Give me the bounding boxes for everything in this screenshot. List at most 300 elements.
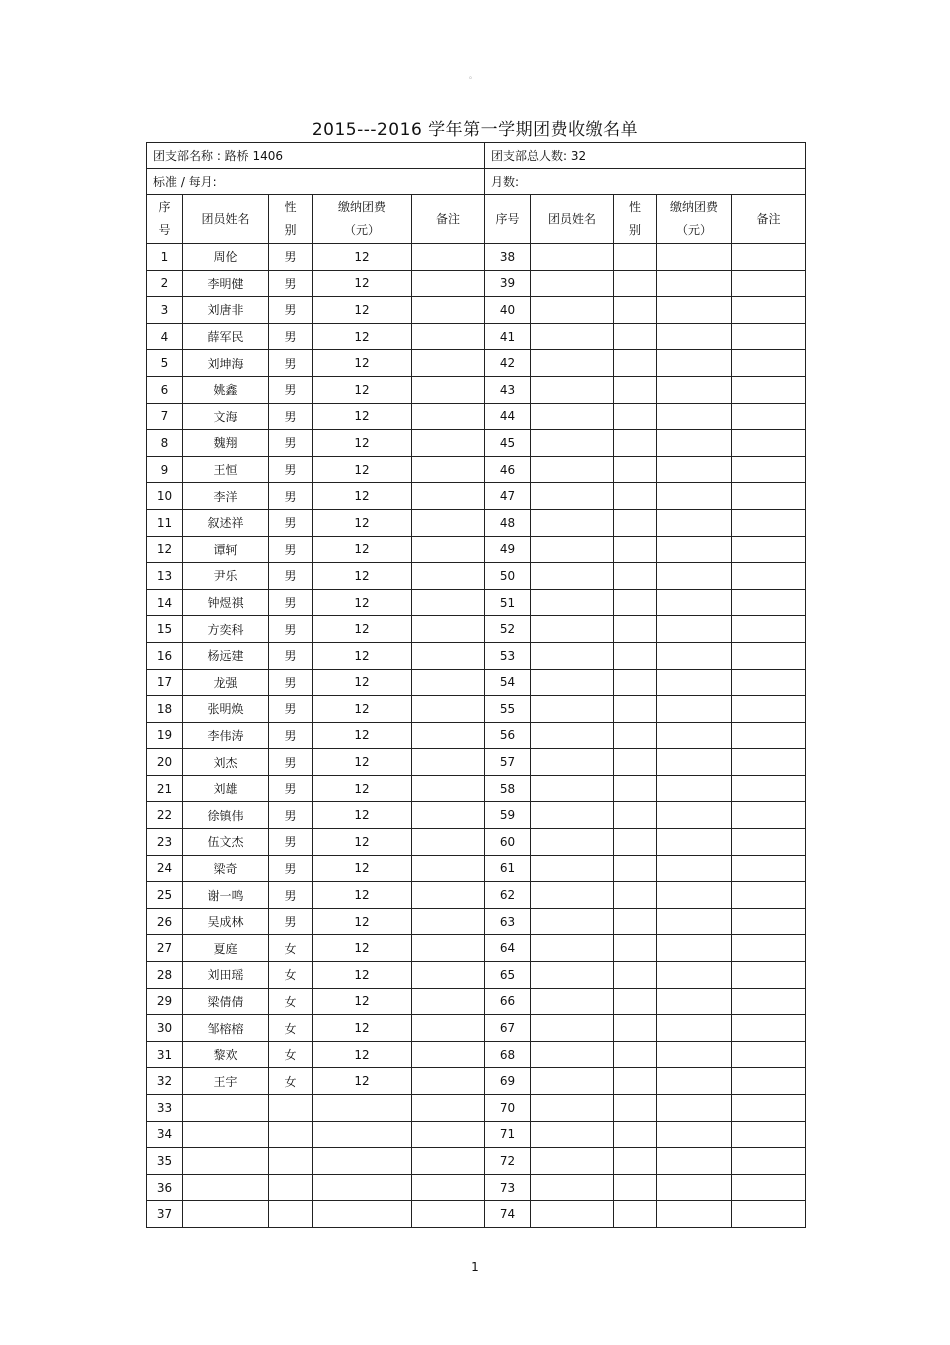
remark-cell [412, 563, 485, 590]
header-gender-left [269, 195, 313, 244]
remark-right-cell [732, 244, 806, 271]
fee-cell: 12 [313, 589, 412, 616]
gender-cell: 男 [269, 376, 313, 403]
remark-cell [412, 323, 485, 350]
fee-right-cell [657, 536, 732, 563]
table-row [147, 775, 806, 802]
remark-cell [412, 270, 485, 297]
remark-cell [412, 1095, 485, 1122]
gender-cell: 男 [269, 297, 313, 324]
gender-right-cell [614, 1148, 657, 1175]
gender-cell: 男 [269, 589, 313, 616]
member-name-cell: 薛军民 [183, 323, 269, 350]
fee-right-cell [657, 244, 732, 271]
fee-right-cell [657, 1095, 732, 1122]
gender-cell: 男 [269, 403, 313, 430]
info-row-1 [147, 143, 806, 169]
remark-cell [412, 988, 485, 1015]
gender-cell: 男 [269, 829, 313, 856]
header-name-right: 团员姓名 [531, 195, 614, 244]
table-row [147, 882, 806, 909]
fee-right-cell [657, 855, 732, 882]
table-row [147, 829, 806, 856]
gender-right-cell [614, 1121, 657, 1148]
header-no-line2: 号 [158, 223, 171, 237]
member-name-right-cell [531, 802, 614, 829]
gender-cell [269, 1174, 313, 1201]
remark-right-cell [732, 430, 806, 457]
fee-cell: 12 [313, 563, 412, 590]
member-name-right-cell [531, 563, 614, 590]
gender-right-cell [614, 829, 657, 856]
member-name-cell: 刘唐非 [183, 297, 269, 324]
row-no-cell: 31 [147, 1041, 183, 1068]
fee-cell: 12 [313, 669, 412, 696]
member-name-cell: 夏庭 [183, 935, 269, 962]
gender-right-cell [614, 855, 657, 882]
fee-right-cell [657, 775, 732, 802]
member-name-cell: 文海 [183, 403, 269, 430]
gender-cell: 男 [269, 882, 313, 909]
member-name-right-cell [531, 589, 614, 616]
fee-cell: 12 [313, 536, 412, 563]
row-no-right-cell: 68 [485, 1041, 531, 1068]
member-name-cell [183, 1174, 269, 1201]
total-members-cell: 团支部总人数: 32 [485, 143, 806, 169]
remark-cell [412, 297, 485, 324]
member-name-right-cell [531, 882, 614, 909]
member-name-cell [183, 1095, 269, 1122]
member-name-right-cell [531, 775, 614, 802]
corner-mark: 。 [469, 71, 477, 80]
row-no-right-cell: 73 [485, 1174, 531, 1201]
row-no-cell: 7 [147, 403, 183, 430]
remark-cell [412, 935, 485, 962]
gender-cell [269, 1148, 313, 1175]
fee-right-cell [657, 509, 732, 536]
gender-cell: 男 [269, 563, 313, 590]
remark-right-cell [732, 935, 806, 962]
fee-right-cell [657, 616, 732, 643]
remark-right-cell [732, 1015, 806, 1042]
gender-right-cell [614, 509, 657, 536]
fee-right-cell [657, 882, 732, 909]
row-no-right-cell: 53 [485, 642, 531, 669]
table-row [147, 1041, 806, 1068]
fee-cell: 12 [313, 882, 412, 909]
table-row [147, 244, 806, 271]
fee-right-cell [657, 1041, 732, 1068]
member-name-right-cell [531, 376, 614, 403]
row-no-cell: 25 [147, 882, 183, 909]
row-no-right-cell: 49 [485, 536, 531, 563]
member-name-right-cell [531, 696, 614, 723]
remark-right-cell [732, 1095, 806, 1122]
page-number: 1 [471, 1260, 479, 1274]
gender-right-cell [614, 616, 657, 643]
fee-cell: 12 [313, 855, 412, 882]
fee-cell [313, 1148, 412, 1175]
header-row [147, 195, 806, 244]
fee-cell: 12 [313, 297, 412, 324]
row-no-right-cell: 54 [485, 669, 531, 696]
member-name-cell: 姚鑫 [183, 376, 269, 403]
row-no-right-cell: 47 [485, 483, 531, 510]
member-name-right-cell [531, 403, 614, 430]
row-no-right-cell: 61 [485, 855, 531, 882]
row-no-right-cell: 66 [485, 988, 531, 1015]
member-name-right-cell [531, 536, 614, 563]
header-gender-line1: 性 [628, 200, 641, 214]
gender-cell: 男 [269, 456, 313, 483]
row-no-cell: 15 [147, 616, 183, 643]
remark-right-cell [732, 1121, 806, 1148]
member-name-right-cell [531, 1121, 614, 1148]
member-name-cell: 尹乐 [183, 563, 269, 590]
member-name-cell: 徐镇伟 [183, 802, 269, 829]
row-no-right-cell: 38 [485, 244, 531, 271]
table-row [147, 908, 806, 935]
remark-cell [412, 696, 485, 723]
gender-right-cell [614, 270, 657, 297]
remark-right-cell [732, 323, 806, 350]
row-no-cell: 26 [147, 908, 183, 935]
member-name-right-cell [531, 270, 614, 297]
table-row [147, 1095, 806, 1122]
fee-cell: 12 [313, 376, 412, 403]
member-name-cell: 刘田瑶 [183, 962, 269, 989]
row-no-cell: 16 [147, 642, 183, 669]
table-row [147, 1201, 806, 1228]
gender-cell: 男 [269, 722, 313, 749]
row-no-right-cell: 46 [485, 456, 531, 483]
fee-right-cell [657, 323, 732, 350]
gender-right-cell [614, 323, 657, 350]
table-row [147, 456, 806, 483]
row-no-right-cell: 69 [485, 1068, 531, 1095]
table-row [147, 669, 806, 696]
row-no-right-cell: 63 [485, 908, 531, 935]
remark-cell [412, 829, 485, 856]
row-no-cell: 1 [147, 244, 183, 271]
member-name-cell: 刘坤海 [183, 350, 269, 377]
fee-cell: 12 [313, 1068, 412, 1095]
member-name-right-cell [531, 962, 614, 989]
row-no-cell: 34 [147, 1121, 183, 1148]
remark-right-cell [732, 908, 806, 935]
remark-right-cell [732, 483, 806, 510]
row-no-cell: 30 [147, 1015, 183, 1042]
member-name-right-cell [531, 829, 614, 856]
fee-right-cell [657, 642, 732, 669]
fee-right-cell [657, 456, 732, 483]
table-row [147, 563, 806, 590]
row-no-right-cell: 65 [485, 962, 531, 989]
remark-cell [412, 855, 485, 882]
fee-right-cell [657, 962, 732, 989]
gender-cell: 女 [269, 1068, 313, 1095]
table-row [147, 509, 806, 536]
row-no-cell: 4 [147, 323, 183, 350]
table-row [147, 323, 806, 350]
fee-roster-table [146, 142, 806, 1228]
member-name-right-cell [531, 297, 614, 324]
member-name-right-cell [531, 430, 614, 457]
fee-right-cell [657, 1174, 732, 1201]
fee-cell: 12 [313, 270, 412, 297]
remark-right-cell [732, 616, 806, 643]
gender-cell: 男 [269, 616, 313, 643]
table-row [147, 403, 806, 430]
table-row [147, 616, 806, 643]
remark-cell [412, 775, 485, 802]
header-gender-line2: 别 [628, 223, 641, 237]
gender-right-cell [614, 430, 657, 457]
remark-cell [412, 1201, 485, 1228]
member-name-right-cell [531, 1015, 614, 1042]
table-row [147, 297, 806, 324]
gender-right-cell [614, 802, 657, 829]
remark-right-cell [732, 509, 806, 536]
gender-right-cell [614, 1015, 657, 1042]
table-row [147, 642, 806, 669]
fee-cell: 12 [313, 775, 412, 802]
remark-right-cell [732, 1148, 806, 1175]
member-name-cell: 黎欢 [183, 1041, 269, 1068]
fee-right-cell [657, 430, 732, 457]
remark-right-cell [732, 988, 806, 1015]
fee-cell: 12 [313, 802, 412, 829]
gender-right-cell [614, 935, 657, 962]
table-row [147, 988, 806, 1015]
gender-right-cell [614, 1174, 657, 1201]
gender-right-cell [614, 962, 657, 989]
gender-right-cell [614, 403, 657, 430]
member-name-right-cell [531, 1095, 614, 1122]
remark-right-cell [732, 1174, 806, 1201]
member-name-cell: 刘雄 [183, 775, 269, 802]
remark-cell [412, 882, 485, 909]
row-no-cell: 10 [147, 483, 183, 510]
document-title: 2015---2016 学年第一学期团费收缴名单 [311, 120, 639, 140]
member-name-right-cell [531, 456, 614, 483]
remark-cell [412, 669, 485, 696]
remark-right-cell [732, 456, 806, 483]
remark-cell [412, 483, 485, 510]
fee-right-cell [657, 1148, 732, 1175]
table-row [147, 270, 806, 297]
remark-right-cell [732, 270, 806, 297]
fee-cell: 12 [313, 616, 412, 643]
member-name-cell: 梁倩倩 [183, 988, 269, 1015]
gender-cell: 男 [269, 855, 313, 882]
header-name-left: 团员姓名 [183, 195, 269, 244]
member-name-cell: 张明焕 [183, 696, 269, 723]
gender-right-cell [614, 563, 657, 590]
table-row [147, 1121, 806, 1148]
row-no-cell: 18 [147, 696, 183, 723]
fee-cell: 12 [313, 456, 412, 483]
header-fee-left [313, 195, 412, 244]
row-no-right-cell: 48 [485, 509, 531, 536]
table-row [147, 483, 806, 510]
row-no-right-cell: 57 [485, 749, 531, 776]
fee-cell: 12 [313, 829, 412, 856]
remark-right-cell [732, 749, 806, 776]
remark-cell [412, 1068, 485, 1095]
fee-cell [313, 1095, 412, 1122]
member-name-cell: 叙述祥 [183, 509, 269, 536]
member-name-cell: 龙强 [183, 669, 269, 696]
remark-cell [412, 403, 485, 430]
member-name-cell: 吴成林 [183, 908, 269, 935]
row-no-cell: 6 [147, 376, 183, 403]
fee-cell: 12 [313, 350, 412, 377]
remark-cell [412, 802, 485, 829]
row-no-cell: 14 [147, 589, 183, 616]
row-no-cell: 3 [147, 297, 183, 324]
fee-right-cell [657, 563, 732, 590]
member-name-right-cell [531, 908, 614, 935]
header-gender-line1: 性 [284, 200, 297, 214]
branch-name-cell: 团支部名称 : 路桥 1406 [147, 143, 485, 169]
row-no-right-cell: 43 [485, 376, 531, 403]
fee-cell: 12 [313, 403, 412, 430]
fee-right-cell [657, 297, 732, 324]
row-no-right-cell: 62 [485, 882, 531, 909]
remark-right-cell [732, 403, 806, 430]
remark-cell [412, 376, 485, 403]
remark-cell [412, 722, 485, 749]
gender-cell: 女 [269, 988, 313, 1015]
gender-cell: 男 [269, 244, 313, 271]
remark-cell [412, 642, 485, 669]
member-name-cell: 伍文杰 [183, 829, 269, 856]
fee-right-cell [657, 376, 732, 403]
remark-cell [412, 589, 485, 616]
remark-cell [412, 1041, 485, 1068]
member-name-cell: 邹榕榕 [183, 1015, 269, 1042]
fee-cell: 12 [313, 244, 412, 271]
member-name-cell: 王恒 [183, 456, 269, 483]
remark-right-cell [732, 376, 806, 403]
gender-cell: 男 [269, 908, 313, 935]
remark-cell [412, 962, 485, 989]
remark-cell [412, 616, 485, 643]
gender-cell [269, 1121, 313, 1148]
member-name-cell: 钟煜祺 [183, 589, 269, 616]
gender-cell [269, 1095, 313, 1122]
row-no-cell: 12 [147, 536, 183, 563]
remark-right-cell [732, 882, 806, 909]
gender-right-cell [614, 1201, 657, 1228]
fee-right-cell [657, 669, 732, 696]
member-name-cell: 李伟涛 [183, 722, 269, 749]
remark-cell [412, 1015, 485, 1042]
remark-right-cell [732, 642, 806, 669]
row-no-cell: 17 [147, 669, 183, 696]
row-no-cell: 20 [147, 749, 183, 776]
member-name-cell: 杨远建 [183, 642, 269, 669]
gender-cell: 男 [269, 802, 313, 829]
gender-right-cell [614, 350, 657, 377]
remark-right-cell [732, 855, 806, 882]
row-no-right-cell: 71 [485, 1121, 531, 1148]
gender-right-cell [614, 244, 657, 271]
fee-cell: 12 [313, 642, 412, 669]
fee-cell: 12 [313, 935, 412, 962]
fee-cell: 12 [313, 1015, 412, 1042]
remark-cell [412, 908, 485, 935]
gender-right-cell [614, 749, 657, 776]
gender-right-cell [614, 376, 657, 403]
header-gender-line2: 别 [284, 223, 297, 237]
gender-cell: 男 [269, 669, 313, 696]
fee-right-cell [657, 483, 732, 510]
fee-cell: 12 [313, 323, 412, 350]
fee-right-cell [657, 350, 732, 377]
row-no-right-cell: 45 [485, 430, 531, 457]
row-no-cell: 21 [147, 775, 183, 802]
row-no-right-cell: 74 [485, 1201, 531, 1228]
row-no-right-cell: 44 [485, 403, 531, 430]
header-fee-line1: 缴纳团费 [337, 200, 386, 214]
fee-cell: 12 [313, 988, 412, 1015]
fee-right-cell [657, 589, 732, 616]
gender-cell: 男 [269, 775, 313, 802]
row-no-right-cell: 50 [485, 563, 531, 590]
info-row-2 [147, 169, 806, 195]
gender-right-cell [614, 882, 657, 909]
row-no-right-cell: 55 [485, 696, 531, 723]
row-no-right-cell: 70 [485, 1095, 531, 1122]
gender-cell: 男 [269, 430, 313, 457]
table-row [147, 722, 806, 749]
table-row [147, 1068, 806, 1095]
member-name-cell: 李洋 [183, 483, 269, 510]
row-no-cell: 5 [147, 350, 183, 377]
gender-cell: 男 [269, 323, 313, 350]
remark-right-cell [732, 1201, 806, 1228]
member-name-right-cell [531, 642, 614, 669]
member-name-cell: 谭轲 [183, 536, 269, 563]
remark-right-cell [732, 563, 806, 590]
row-no-right-cell: 72 [485, 1148, 531, 1175]
fee-right-cell [657, 722, 732, 749]
fee-right-cell [657, 1121, 732, 1148]
remark-right-cell [732, 669, 806, 696]
member-name-right-cell [531, 350, 614, 377]
gender-right-cell [614, 775, 657, 802]
remark-right-cell [732, 696, 806, 723]
row-no-cell: 13 [147, 563, 183, 590]
remark-cell [412, 1174, 485, 1201]
remark-cell [412, 350, 485, 377]
fee-right-cell [657, 1015, 732, 1042]
row-no-cell: 11 [147, 509, 183, 536]
fee-cell [313, 1121, 412, 1148]
fee-right-cell [657, 829, 732, 856]
remark-cell [412, 536, 485, 563]
remark-cell [412, 430, 485, 457]
table-row [147, 749, 806, 776]
remark-right-cell [732, 350, 806, 377]
table-row [147, 962, 806, 989]
header-fee-right [657, 195, 732, 244]
member-name-cell: 谢一鸣 [183, 882, 269, 909]
member-name-cell: 周伦 [183, 244, 269, 271]
fee-cell: 12 [313, 908, 412, 935]
